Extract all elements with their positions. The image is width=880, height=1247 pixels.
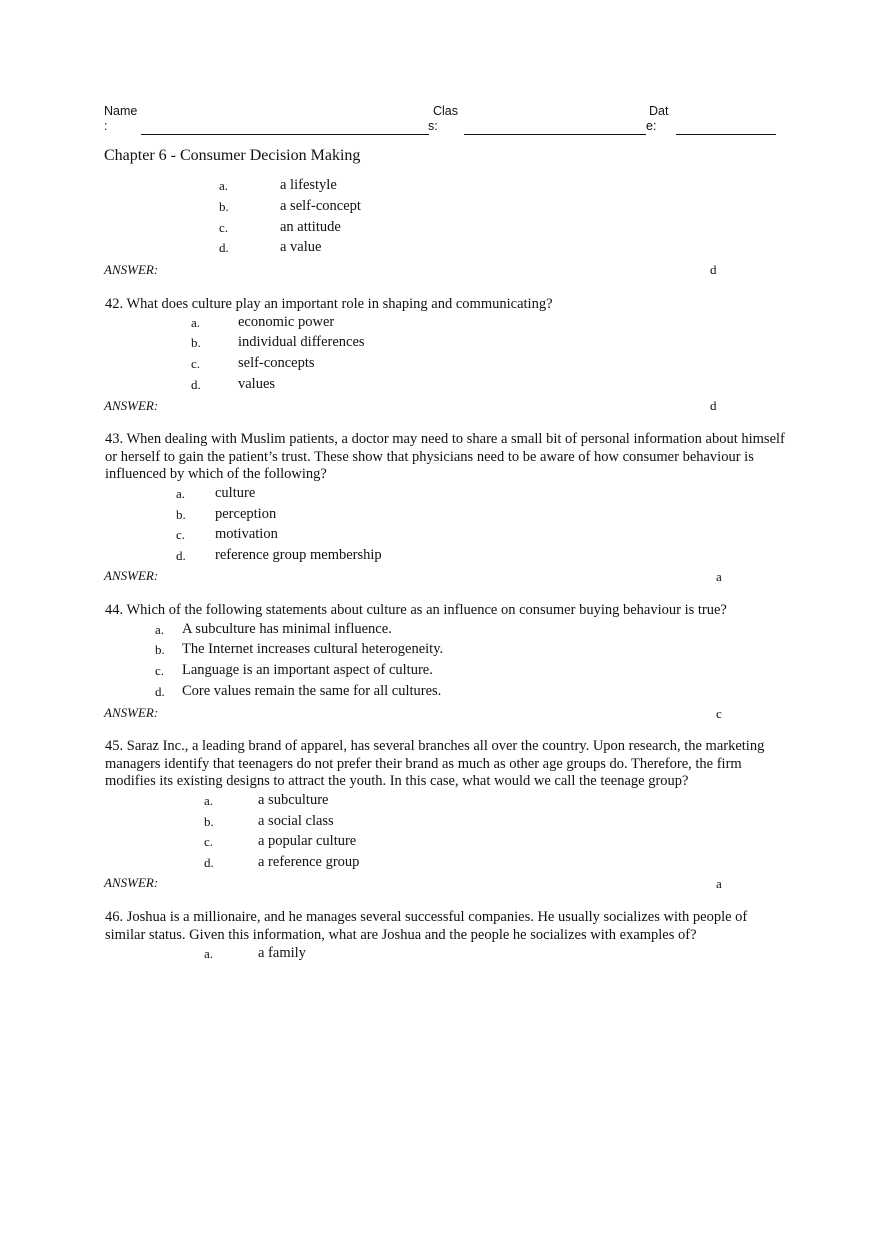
class-colon: s: bbox=[428, 119, 438, 133]
option-text: Core values remain the same for all cultures. bbox=[182, 683, 442, 699]
option-letter: d. bbox=[176, 548, 186, 563]
answer-label: ANSWER: bbox=[104, 398, 159, 413]
answer-label: ANSWER: bbox=[104, 568, 159, 583]
date-label: Dat bbox=[649, 104, 669, 118]
answer-label: ANSWER: bbox=[104, 262, 159, 277]
name-colon: : bbox=[104, 119, 108, 133]
option-text: reference group membership bbox=[215, 547, 382, 563]
option-text: perception bbox=[215, 506, 277, 522]
option-text: values bbox=[238, 376, 276, 392]
option-text: a self-concept bbox=[280, 198, 361, 214]
class-field-line[interactable] bbox=[464, 134, 646, 135]
option-text: a lifestyle bbox=[280, 177, 337, 193]
option-text: a social class bbox=[258, 813, 334, 829]
question-text: 43. When dealing with Muslim patients, a doctor may need to share a small bit of personal information about himself or herself to gain the patient’s trust. These show that physicians need to be aware of how consumer behaviour is influenced by which of the following? bbox=[105, 431, 785, 482]
option-letter: d. bbox=[219, 240, 229, 255]
question-text: 46. Joshua is a millionaire, and he manages several successful companies. He usually socializes with people of similar status. Given this information, what are Joshua and the people he socializes with examples of? bbox=[105, 909, 748, 943]
answer-label: ANSWER: bbox=[104, 875, 159, 890]
answer-value: d bbox=[710, 398, 717, 413]
option-letter: a. bbox=[204, 793, 214, 808]
option-text: a popular culture bbox=[258, 833, 357, 849]
option-letter: c. bbox=[155, 663, 165, 678]
option-letter: b. bbox=[191, 335, 201, 350]
option-letter: a. bbox=[176, 486, 186, 501]
option-letter: d. bbox=[204, 855, 214, 870]
name-label: Name bbox=[104, 104, 138, 118]
option-letter: c. bbox=[219, 220, 229, 235]
answer-value: d bbox=[710, 262, 717, 277]
option-letter: c. bbox=[191, 356, 201, 371]
question-text: 42. What does culture play an important role in shaping and communicating? bbox=[105, 296, 553, 312]
option-text: a reference group bbox=[258, 854, 360, 870]
answer-value: a bbox=[716, 876, 722, 891]
option-letter: a. bbox=[191, 315, 201, 330]
option-text: individual differences bbox=[238, 334, 365, 350]
option-letter: c. bbox=[176, 527, 186, 542]
option-text: a family bbox=[258, 945, 306, 961]
option-text: motivation bbox=[215, 526, 278, 542]
date-field-line[interactable] bbox=[676, 134, 776, 135]
option-letter: b. bbox=[155, 642, 165, 657]
question-text: 45. Saraz Inc., a leading brand of apparel, has several branches all over the country. Upon research, the marketing managers identify that teenagers do not prefer their brand as much as other age groups do. Therefore, the firm modifies its existing designs to attract the youth. In this case, what would we call the teenage group? bbox=[105, 738, 765, 789]
answer-value: c bbox=[716, 706, 722, 721]
option-text: A subculture has minimal influence. bbox=[182, 621, 392, 637]
option-letter: b. bbox=[204, 814, 214, 829]
option-letter: c. bbox=[204, 834, 214, 849]
answer-value: a bbox=[716, 569, 722, 584]
option-letter: d. bbox=[191, 377, 201, 392]
option-letter: d. bbox=[155, 684, 165, 699]
option-letter: b. bbox=[176, 507, 186, 522]
option-letter: a. bbox=[155, 622, 165, 637]
option-text: Language is an important aspect of culture. bbox=[182, 662, 433, 678]
answer-label: ANSWER: bbox=[104, 705, 159, 720]
option-text: economic power bbox=[238, 314, 335, 330]
class-label: Clas bbox=[433, 104, 459, 118]
question-text: 44. Which of the following statements about culture as an influence on consumer buying behaviour is true? bbox=[105, 602, 727, 618]
option-text: a subculture bbox=[258, 792, 329, 808]
option-letter: b. bbox=[219, 199, 229, 214]
option-text: culture bbox=[215, 485, 256, 501]
option-text: The Internet increases cultural heterogeneity. bbox=[182, 641, 444, 657]
option-text: an attitude bbox=[280, 219, 341, 235]
name-field-line[interactable] bbox=[141, 134, 429, 135]
option-letter: a. bbox=[219, 178, 229, 193]
option-letter: a. bbox=[204, 946, 214, 961]
chapter-title: Chapter 6 - Consumer Decision Making bbox=[104, 147, 361, 164]
option-text: self-concepts bbox=[238, 355, 315, 371]
option-text: a value bbox=[280, 239, 322, 255]
date-colon: e: bbox=[646, 119, 657, 133]
